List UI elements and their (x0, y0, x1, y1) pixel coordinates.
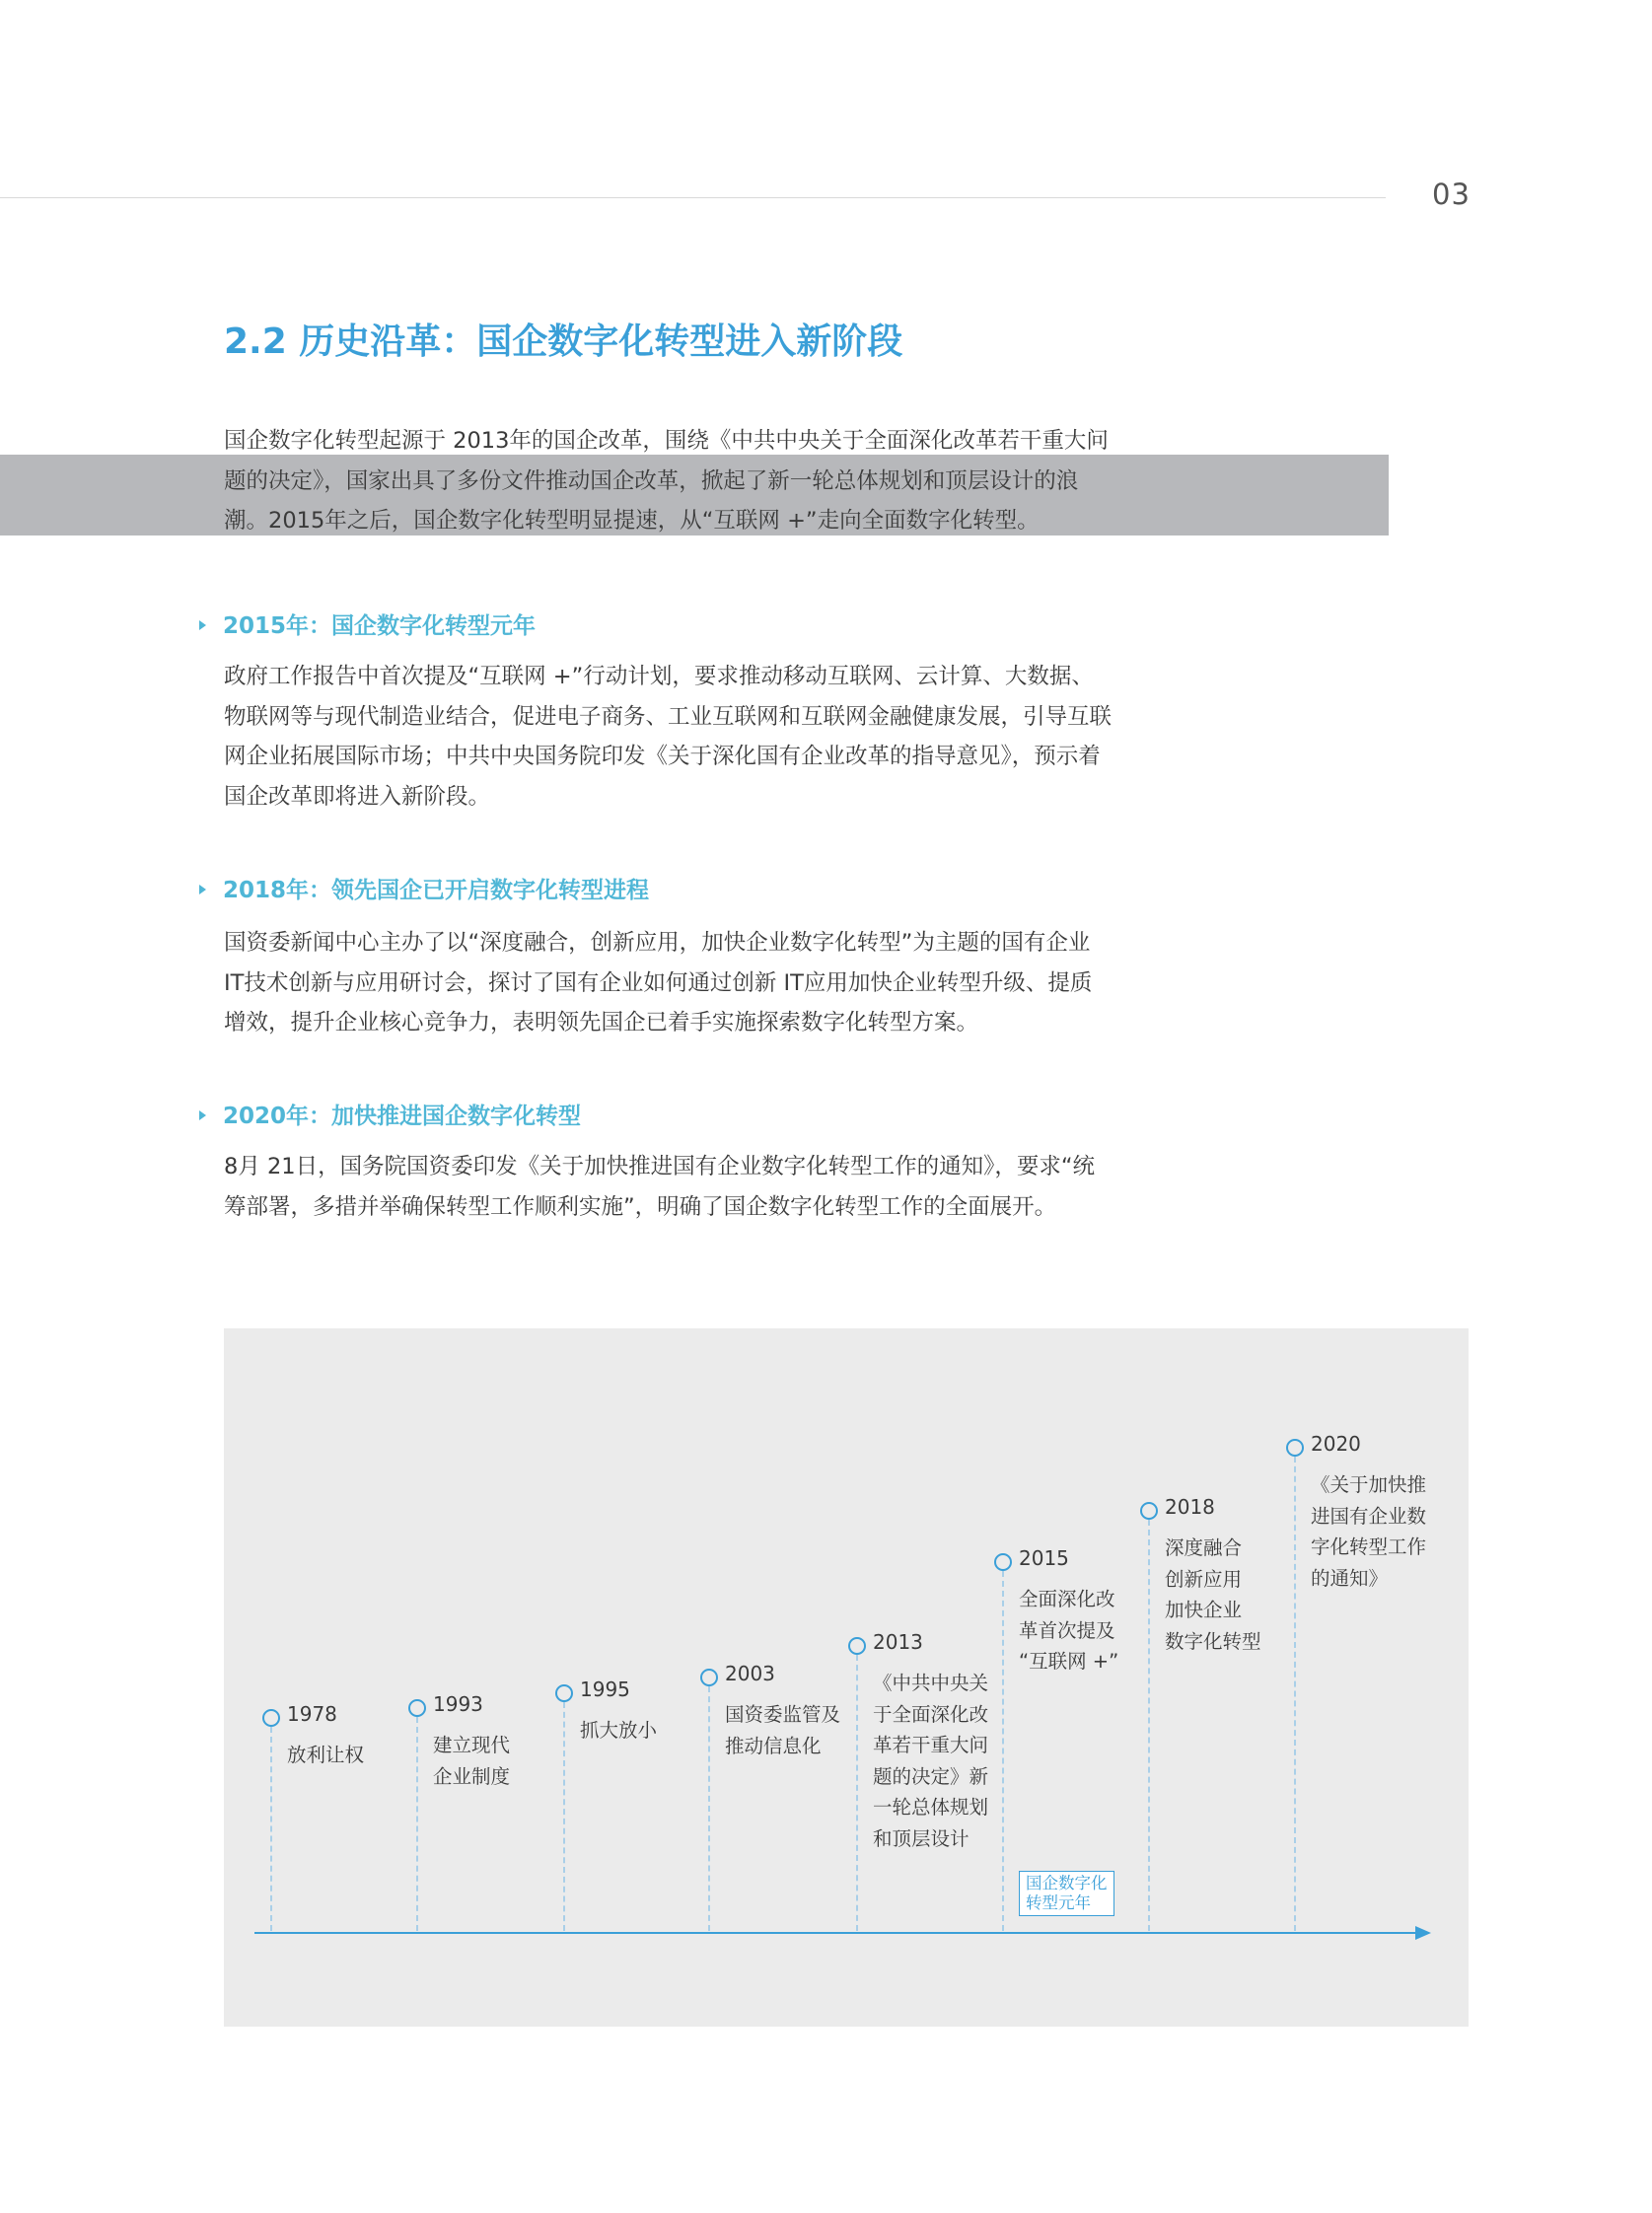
timeline-stem (1294, 1457, 1296, 1931)
timeline-stem (563, 1702, 565, 1931)
header-rule (0, 197, 1386, 198)
triangle-bullet-icon (199, 1110, 206, 1120)
timeline-axis (254, 1932, 1418, 1934)
section-title: 2.2 历史沿革：国企数字化转型进入新阶段 (224, 321, 903, 362)
timeline-year: 2003 (725, 1662, 775, 1685)
circle-marker-icon (994, 1553, 1012, 1571)
timeline-description: 全面深化改 革首次提及 “互联网 +” (1019, 1588, 1119, 1673)
page-number: 03 (1432, 178, 1471, 211)
timeline-description: 抓大放小 (580, 1719, 658, 1742)
timeline-year: 1993 (433, 1692, 483, 1716)
timeline-stem (856, 1655, 858, 1931)
timeline-description: 深度融合 创新应用 加快企业 数字化转型 (1165, 1536, 1261, 1653)
timeline-panel (224, 1328, 1469, 2027)
timeline-description: 《关于加快推 进国有企业数 字化转型工作 的通知》 (1311, 1473, 1427, 1590)
timeline-description: 国资委监管及 推动信息化 (725, 1703, 841, 1757)
circle-marker-icon (1140, 1502, 1158, 1520)
subsection-body-2018: 国资委新闻中心主办了以“深度融合，创新应用，加快企业数字化转型”为主题的国有企业 IT技术创新与应用研讨会，探讨了国有企业如何通过创新 IT应用加快企业转型升级、提质增效，提升企业核心竞争力，表明领先国企已着手实施探索数字化转型方案。 (224, 930, 1093, 1035)
circle-marker-icon (555, 1684, 573, 1702)
circle-marker-icon (1286, 1439, 1304, 1457)
timeline-stem (416, 1717, 418, 1931)
subsection-heading-text: 2015年：国企数字化转型元年 (223, 613, 537, 639)
subsection-heading-2015 (199, 607, 536, 640)
arrow-right-icon (1415, 1926, 1431, 1940)
callout-label: 国企数字化 转型元年 (1019, 1871, 1114, 1916)
subsection-body-2015: 政府工作报告中首次提及“互联网 +”行动计划，要求推动移动互联网、云计算、大数据、物联网等与现代制造业结合，促进电子商务、工业互联网和互联网金融健康发展，引导互联网企业拓展国际市场；中共中央国务院印发《关于深化国有企业改革的指导意见》，预示着国企改革即将进入新阶段。 (224, 664, 1113, 810)
subsection-heading-text: 2018年：领先国企已开启数字化转型进程 (223, 878, 650, 903)
intro-paragraph: 国企数字化转型起源于 2013年的国企改革，围绕《中共中央关于全面深化改革若干重大问题的决定》，国家出具了多份文件推动国企改革，掀起了新一轮总体规划和顶层设计的浪潮。2015年之后，国企数字化转型明显提速，从“互联网 +”走向全面数字化转型。 (224, 428, 1109, 534)
timeline-stem (270, 1727, 272, 1931)
circle-marker-icon (848, 1637, 866, 1655)
subsection-heading-2018 (199, 872, 649, 904)
timeline-year: 2020 (1311, 1432, 1361, 1456)
triangle-bullet-icon (199, 885, 206, 894)
timeline-stem (708, 1686, 710, 1931)
subsection-heading-2020 (199, 1098, 581, 1130)
timeline-description: 《中共中央关 于全面深化改 革若干重大问 题的决定》新 一轮总体规划 和顶层设计 (873, 1672, 989, 1850)
circle-marker-icon (700, 1669, 718, 1686)
timeline-year: 2015 (1019, 1546, 1069, 1570)
timeline-year: 1978 (287, 1702, 337, 1726)
triangle-bullet-icon (199, 620, 206, 630)
timeline-description: 放利让权 (287, 1744, 365, 1766)
subsection-heading-text: 2020年：加快推进国企数字化转型 (223, 1104, 582, 1129)
subsection-body-2020: 8月 21日，国务院国资委印发《关于加快推进国有企业数字化转型工作的通知》，要求“统筹部署，多措并举确保转型工作顺利实施”，明确了国企数字化转型工作的全面展开。 (224, 1154, 1096, 1220)
timeline-year: 2018 (1165, 1495, 1215, 1519)
timeline-stem (1148, 1520, 1150, 1931)
timeline-year: 1995 (580, 1678, 630, 1701)
timeline-description: 建立现代 企业制度 (433, 1734, 511, 1788)
timeline-stem (1002, 1571, 1004, 1931)
timeline-year: 2013 (873, 1630, 923, 1654)
circle-marker-icon (408, 1699, 426, 1717)
circle-marker-icon (262, 1709, 280, 1727)
